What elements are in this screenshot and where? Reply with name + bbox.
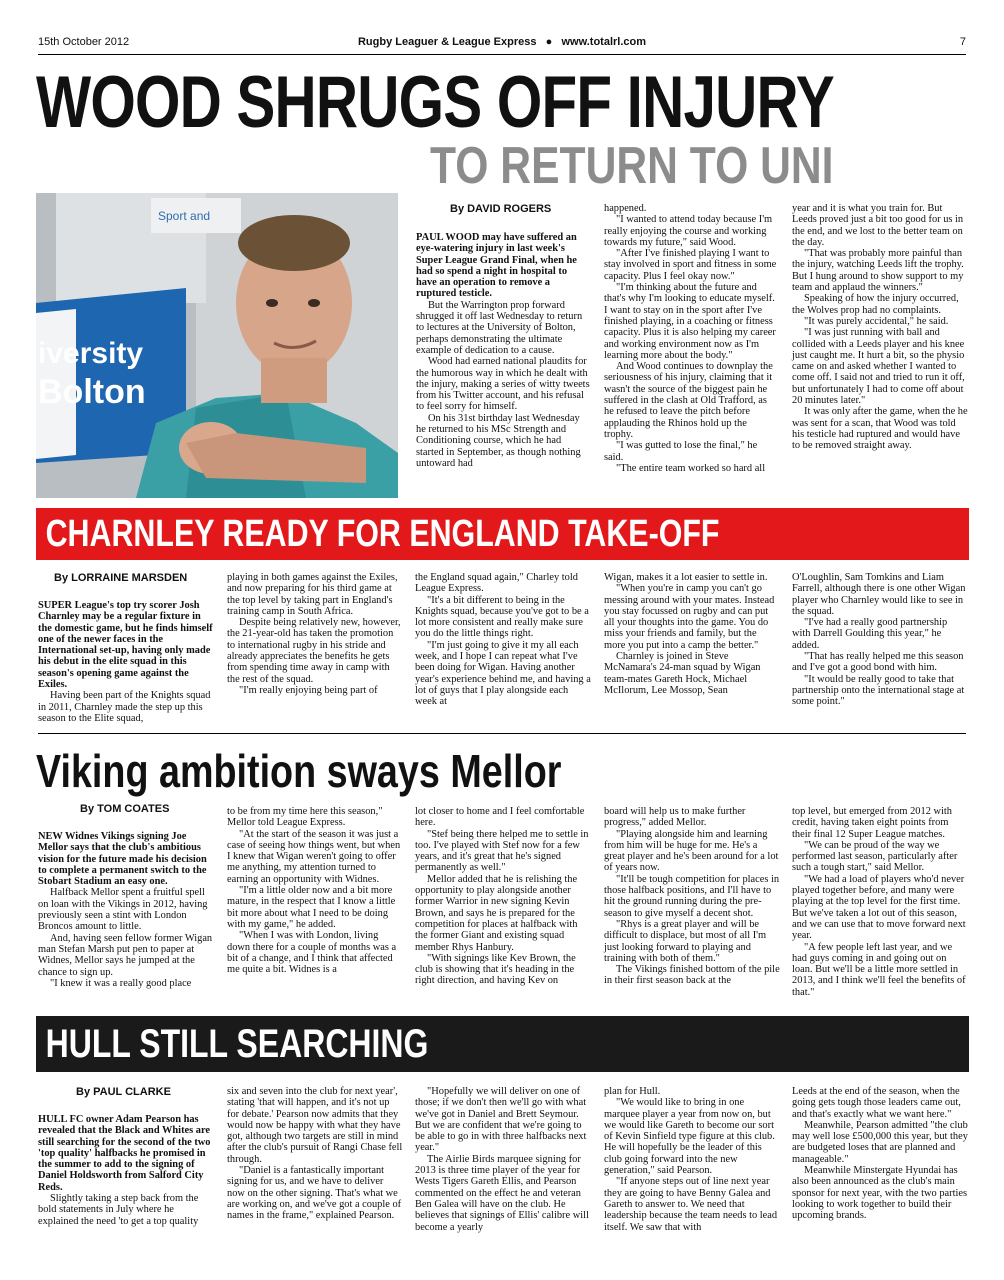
article-mellor-col4 — [604, 806, 780, 987]
paragraph: "I was just running with ball and collided with a Leeds player and his knee just caught me. It hurt a bit, so the physio came on and asked whether I wanted to come off. I said not and tried to run it off, but unfortunately I had to come off about 20 minutes later." — [792, 327, 965, 407]
paragraph: "A few people left last year, and we had guys coming in and going out on loan. But we'll be a little more settled in 2013, and I think we'll feel the benefits of that." — [792, 941, 966, 998]
paragraph: "It'll be tough competition for places in those halfback positions, and I'll have to hit the ground running during the pre-season to give myself a decent shot. — [604, 873, 780, 919]
byline-hull: By PAUL CLARKE — [76, 1086, 171, 1098]
paragraph: Wigan, makes it a lot easier to settle in. — [604, 572, 768, 583]
photo-illustration — [36, 193, 398, 498]
subheadline-wood: TO RETURN TO UNI — [430, 137, 834, 195]
article-hull-col4 — [604, 1086, 780, 1233]
paragraph: "With signings like Kev Brown, the club is showing that it's heading in the right direction, and having Kev on — [415, 952, 576, 987]
article-hull-col2 — [227, 1086, 403, 1222]
byline-charnley: By LORRAINE MARSDEN — [54, 572, 188, 584]
paragraph: "It was purely accidental," he said. — [804, 315, 949, 327]
masthead — [38, 36, 966, 48]
website-link[interactable]: www.totalrl.com — [561, 36, 647, 48]
paragraph: top level, but emerged from 2012 with credit, having taken eight points from their final 12 Super League matches. — [792, 806, 952, 840]
paragraph: "Playing alongside him and learning from him will be huge for me. He's a great player and he's been around for a lot of years now. — [604, 828, 779, 874]
byline-wood: By DAVID ROGERS — [450, 203, 552, 215]
article-mellor-col5 — [792, 806, 968, 998]
paragraph: "We can be proud of the way we performed last season, particularly after such a tough start," said Mellor. — [792, 839, 958, 874]
article-charnley-col2 — [227, 572, 403, 696]
paragraph: "When you're in camp you can't go messing around with your mates. Instead you stay focussed on rugby and can put all your thoughts into the game. You do miss your friends and family, but the more you put into a camp the better." — [604, 583, 775, 651]
paragraph: "If anyone steps out of line next year they are going to have Benny Galea and Gareth to answer to. We need that leadership because the team needs to lead itself. We saw that with — [604, 1176, 778, 1233]
headline-hull: HULL STILL SEARCHING — [45, 1022, 429, 1066]
publication-name: Rugby Leaguer & League Express — [357, 36, 537, 48]
bullet-separator: ● — [545, 36, 553, 48]
paragraph: "I knew it was a really good place — [50, 977, 192, 989]
paragraph: O'Loughlin, Sam Tomkins and Liam Farrell, although there is one other Wigan player who Charnley would like to see in the squad. — [792, 572, 966, 617]
paragraph: board will help us to make further progress," added Mellor. — [604, 806, 746, 829]
paragraph: Meanwhile, Pearson admitted "the club may well lose £500,000 this year, but they are budgeted loses that are planned and manageable." — [792, 1119, 968, 1165]
paragraph: six and seven into the club for next year', stating 'that will happen, and it's not up for debate.' Pearson now admits that they would now be happy with what they have got, although two targets are still in mind after the club's pursuit of Rangi Chase fell through. — [227, 1086, 403, 1165]
article-charnley-col5 — [792, 572, 968, 708]
sign-small-text: Sport and — [158, 209, 211, 223]
paragraph: And Wood continues to downplay the seriousness of his injury, claiming that it wasn't the source of the biggest pain he suffered in the clash at Old Trafford, as he refused to leave the pitch before applauding the Rhinos hold up the trophy. — [604, 361, 773, 440]
paragraph: "After I've finished playing I want to stay involved in sport and fitness in some capacity. Plus I feel okay now." — [604, 248, 777, 282]
paragraph: the England squad again," Charley told League Express. — [415, 572, 578, 595]
paragraph: "That was probably more painful than the injury, watching Leeds lift the trophy. But I hung around to show support to my team and applaud the winners." — [792, 248, 964, 294]
paragraph: Halfback Mellor spent a fruitful spell on loan with the Vikings in 2012, having previously seen a stint with London Broncos amount to little. — [38, 887, 208, 933]
paragraph: Leeds at the end of the season, when the going gets tough those leaders came out, and that's exactly what we want here." — [792, 1086, 961, 1120]
paragraph: But the Warrington prop forward shrugged it off last Wednesday to return to lectures at the University of Bolton, perhaps demonstrating the ultimate example of dedication to a cause. — [416, 299, 583, 356]
section-rule — [38, 733, 966, 734]
headline-band-charnley — [36, 508, 969, 560]
paragraph: Meanwhile Minstergate Hyundai has also been announced as the club's main sponsor for next year, with the two parties looking to work together to build their upcoming brands. — [792, 1165, 968, 1222]
headline-mellor: Viking ambition sways Mellor — [36, 745, 562, 797]
paragraph: It was only after the game, when the he was sent for a scan, that Wood was told his testicle had ruptured and would have to be removed straight away. — [792, 406, 968, 452]
paragraph: Speaking of how the injury occurred, the Wolves prop had no complaints. — [792, 293, 959, 316]
paragraph: to be from my time here this season," Mellor told League Express. — [227, 806, 383, 829]
byline-mellor: By TOM COATES — [80, 803, 170, 815]
article-charnley-col4 — [604, 572, 780, 696]
paragraph: The Airlie Birds marquee signing for 2013 is three time player of the year for Wests Tigers Gareth Ellis, and Pearson commented on the effect he and veteran Ben Galea will have on the club. He believes that signings of Ellis' calibre will become a yearly — [415, 1153, 589, 1233]
paragraph: "We would like to bring in one marquee player a year from now on, but we would like Gareth to become our sort of Kevin Sinfield type figure at this club. He will hopefully be the leader of this club going forward into the new generation," said Pearson. — [604, 1097, 775, 1177]
paragraph: "The entire team worked so hard all — [616, 462, 766, 474]
page-header — [38, 36, 966, 52]
paragraph: The Vikings finished bottom of the pile in their first season back at the — [604, 964, 780, 987]
paragraph: "That has really helped me this season and I've got a good bond with him. — [792, 651, 964, 674]
paragraph: Slightly taking a step back from the bold statements in July where he explained the need 'to get a top quality — [38, 1193, 199, 1227]
paragraph: lot closer to home and I feel comfortable here. — [415, 806, 585, 829]
paragraph: "It would be really good to take that partnership onto the international stage at some point." — [792, 673, 965, 708]
paragraph: "It's a bit different to being in the Knights squad, because you've got to be a lot more consistent and really make sure you do the little things right. — [415, 594, 589, 640]
photo-paul-wood — [36, 193, 398, 498]
paragraph: year and it is what you train for. But Leeds proved just a bit too good for us in the end, and we lost to the better team on the day. — [792, 203, 964, 248]
article-wood-col3 — [792, 203, 968, 452]
article-charnley-col3 — [415, 572, 591, 708]
article-mellor-col1 — [38, 817, 214, 989]
paragraph: "When I was with London, living down there for a couple of months was a bit of a change, and I think that affected me quite a bit. Widnes is a — [227, 930, 397, 976]
lead-paragraph: PAUL WOOD may have suffered an eye-watering injury in last week's Super League Grand Final, when he had so spend a night in hospital to have an operation to remove a ruptured testicle. — [416, 232, 577, 300]
paragraph: "I wanted to attend today because I'm really enjoying the course and working towards my future," said Wood. — [604, 214, 773, 248]
paragraph: "I'm a little older now and a bit more mature, in the respect that I know a little bit more about what I need to be doing with my game," he added. — [227, 885, 396, 930]
paragraph: "Hopefully we will deliver on one of those; if we don't then we'll go with what we've got in Daniel and Brett Seymour. But we are confident that we're going to be able to go in with three halfbacks next year." — [415, 1086, 587, 1154]
paragraph: "I've had a really good partnership with Darrell Goulding this year," he added. — [792, 617, 948, 651]
paragraph: "At the start of the season it was just a case of seeing how things went, but when I knew that Wigan weren't going to offer me anything, my attention turned to earning an opportunity with Widnes. — [227, 828, 401, 885]
paragraph: playing in both games against the Exiles, and now preparing for his third game at the top level by taking part in England's training camp in South Africa. — [227, 572, 398, 617]
paragraph: Wood had earned national plaudits for the humorous way in which he dealt with the injury, making a series of witty tweets from his Twitter account, and his refusal to feel sorry for himself. — [416, 356, 590, 413]
article-hull-col5 — [792, 1086, 968, 1222]
headline-charnley: CHARNLEY READY FOR ENGLAND TAKE-OFF — [45, 513, 720, 555]
paragraph: "I'm just going to give it my all each week, and I hope I can repeat what I've been doing for Wigan. Having another year's experience behind me, and having a lot of guys that I play alongside each week at — [415, 639, 591, 708]
article-hull-col3 — [415, 1086, 591, 1233]
sign-line-2: Bolton — [38, 373, 146, 411]
article-wood-col1 — [416, 218, 590, 469]
paragraph: "We had a load of players who'd never played together before, and many were playing at the top level for the first time. But we've taken a lot out of this season, and we can use that to move forward next year. — [792, 873, 966, 942]
sign-line-1: iversity — [38, 337, 144, 370]
page-number: 7 — [959, 36, 966, 48]
paragraph: "I was gutted to lose the final," he said. — [604, 440, 758, 463]
paragraph: "Rhys is a great player and will be difficult to displace, but most of all I'm just looking forward to playing and training with both of them." — [604, 918, 767, 964]
lead-paragraph: NEW Widnes Vikings signing Joe Mellor says that the club's ambitious vision for the future made his decision to complete a permanent switch to the Stobart Stadium an easy one. — [38, 831, 207, 888]
paragraph: "Daniel is a fantastically important signing for us, and we have to deliver now on the other signing. That's what we are working on, and we've got a couple of names in the frame," explained Pearson. — [227, 1165, 402, 1222]
article-charnley-col1 — [38, 586, 214, 724]
article-hull-col1 — [38, 1100, 214, 1227]
lead-paragraph: HULL FC owner Adam Pearson has revealed that the Black and Whites are still searching for the second of the two 'top quality' halfbacks he promised in the summer to add to the signing of Daniel Holdsworth from Salford City Reds. — [38, 1114, 211, 1193]
article-wood-col2 — [604, 203, 778, 474]
headline-wood: WOOD SHRUGS OFF INJURY — [36, 62, 834, 143]
headline-band-hull — [36, 1016, 969, 1072]
article-mellor-col2 — [227, 806, 403, 975]
article-mellor-col3 — [415, 806, 591, 987]
issue-date: 15th October 2012 — [38, 36, 130, 48]
paragraph: "I'm thinking about the future and that's why I'm looking to educate myself. I want to stay on in the sport after I've finished playing, in a coaching or fitness capacity. Plus it is also helping my career and working environment now as I'm learning more about the body." — [604, 282, 776, 361]
paragraph: happened. — [604, 203, 647, 214]
paragraph: "I'm really enjoying being part of — [239, 684, 378, 696]
paragraph: Mellor added that he is relishing the opportunity to play alongside another former Warrior in new signing Kevin Brown, and says he is prepared for the competition for places at halfback with the former Giant and existing squad member Rhys Hanbury. — [415, 873, 578, 953]
paragraph: On his 31st birthday last Wednesday he returned to his MSc Strength and Conditioning course, which he had started in September, as though nothing untoward had — [416, 412, 581, 469]
paragraph: plan for Hull. — [604, 1086, 661, 1097]
header-rule — [38, 54, 966, 55]
paragraph: Charnley is joined in Steve McNamara's 24-man squad by Wigan team-mates Gareth Hock, Michael McIlorum, Lee Mossop, Sean — [604, 651, 761, 696]
paragraph: Despite being relatively new, however, the 21-year-old has taken the promotion to international rugby in his stride and already appreciates the benefits he gets from spending time away in camp with the rest of the squad. — [227, 617, 401, 685]
lead-paragraph: SUPER League's top try scorer Josh Charnley may be a regular fixture in the domestic game, but he finds himself one of the newer faces in the International set-up, having only made his debut in the elite squad in this season's opening game against the Exiles. — [38, 600, 213, 691]
paragraph: Having been part of the Knights squad in 2011, Charnley made the step up this season to the Elite squad, — [38, 690, 211, 724]
paragraph: And, having seen fellow former Wigan man Stefan Marsh put pen to paper at Widnes, Mellor says he jumped at the chance to sign up. — [38, 932, 213, 978]
paragraph: "Stef being there helped me to settle in too. I've played with Stef now for a few years, and it's great that he's signed permanently as well." — [415, 828, 589, 874]
